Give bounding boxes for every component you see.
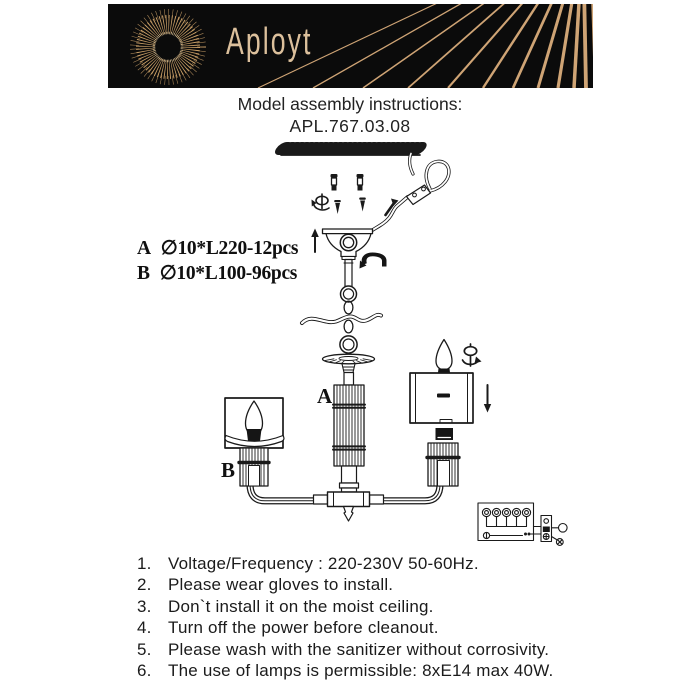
part-spec-a-label: A	[137, 238, 151, 259]
instruction-number: 3.	[137, 596, 152, 616]
page-title: Model assembly instructions:	[237, 94, 463, 114]
candle-bulb	[436, 340, 452, 370]
part-label-a: A	[317, 384, 333, 408]
part-spec-b-label: B	[137, 263, 150, 284]
wall-anchor-icon	[331, 174, 364, 191]
socket-cap	[436, 428, 454, 440]
terminal-wiring-diagram	[478, 503, 567, 545]
instruction-text: Voltage/Frequency : 220-230V 50-60Hz.	[168, 554, 479, 573]
instruction-list	[137, 553, 553, 681]
instruction-item	[137, 617, 553, 638]
part-spec-b	[137, 261, 297, 285]
instruction-item	[137, 639, 553, 660]
power-wire	[371, 154, 449, 232]
instruction-item	[137, 574, 553, 595]
finial	[344, 507, 354, 522]
chain-links	[340, 260, 357, 354]
brand-wordmark: Aployt	[226, 21, 313, 63]
instruction-item	[137, 596, 553, 617]
assembly-diagram	[0, 135, 700, 555]
instruction-text: Please wash with the sanitizer without corrosivity.	[168, 639, 550, 659]
instruction-number: 5.	[137, 639, 152, 659]
crystal-column	[333, 385, 365, 492]
square-shade	[410, 373, 473, 423]
instruction-item	[137, 660, 553, 681]
part-spec-a	[137, 236, 298, 260]
instruction-number: 4.	[137, 618, 152, 638]
screw-icon	[334, 198, 366, 215]
up-arrow-icon	[311, 229, 319, 253]
right-arm-assembly	[410, 340, 491, 487]
screwdriver-rotate-icon	[312, 194, 330, 210]
body-top-plate	[323, 354, 375, 385]
sunburst-logo-icon	[135, 14, 202, 81]
instruction-number: 6.	[137, 661, 152, 681]
hook-icon	[360, 253, 387, 269]
hanging-wire	[302, 315, 381, 323]
header-art	[108, 4, 593, 88]
rotate-icon	[463, 344, 482, 366]
part-label-b: B	[221, 458, 236, 482]
bulb-socket	[247, 429, 262, 441]
ceiling-hatch	[281, 149, 421, 156]
instruction-item	[137, 553, 553, 574]
instruction-number: 1.	[137, 554, 152, 573]
part-spec-a-value: ∅10*L220-12pcs	[160, 238, 299, 259]
part-spec-b-value: ∅10*L100-96pcs	[159, 263, 298, 284]
model-number: APL.767.03.08	[289, 116, 411, 136]
instruction-text: Please wear gloves to install.	[168, 575, 394, 595]
instruction-number: 2.	[137, 575, 152, 595]
instruction-text: Turn off the power before cleanout.	[168, 618, 439, 638]
instruction-text: The use of lamps is permissible: 8xE14 max 40W.	[168, 661, 554, 681]
instruction-text: Don`t install it on the moist ceiling.	[168, 596, 434, 616]
wire-connector	[407, 185, 431, 205]
center-hub	[314, 492, 384, 521]
brand-header	[108, 4, 593, 88]
down-arrow-icon	[484, 385, 491, 413]
